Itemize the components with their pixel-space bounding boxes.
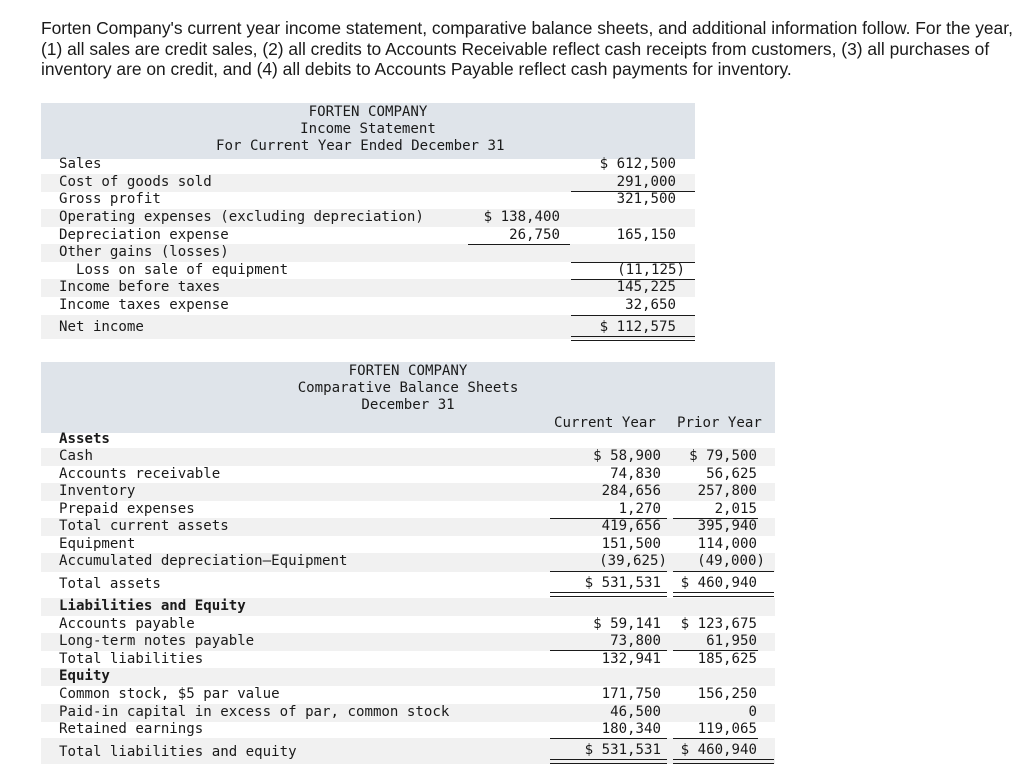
bs-tca-current: 419,656 bbox=[601, 518, 661, 534]
bs-common-current: 171,750 bbox=[601, 686, 661, 702]
bs-apic-label: Paid-in capital in excess of par, common stock bbox=[59, 704, 450, 720]
bs-tca-prior: 395,940 bbox=[697, 518, 757, 534]
bs-total-liabilities-prior: 185,625 bbox=[697, 651, 757, 667]
is-other-gains-label: Other gains (losses) bbox=[59, 244, 229, 260]
bs-prepaid-prior: 2,015 bbox=[714, 501, 757, 517]
bs-cash-current: $ 58,900 bbox=[593, 448, 661, 464]
is-net-income-total: $ 112,575 bbox=[599, 319, 676, 335]
bs-total-liabilities-current: 132,941 bbox=[601, 651, 661, 667]
bs-double-rule-le-prior bbox=[673, 759, 774, 764]
bs-apic-current: 46,500 bbox=[610, 704, 661, 720]
bs-ltnp-label: Long-term notes payable bbox=[59, 633, 255, 649]
bs-re-current: 180,340 bbox=[601, 721, 661, 737]
is-gross-profit-total: 321,500 bbox=[616, 191, 676, 207]
bs-rule-accum-current bbox=[550, 571, 667, 572]
is-loss-on-sale-total: (11,125) bbox=[617, 262, 685, 278]
is-period: For Current Year Ended December 31 bbox=[216, 138, 505, 154]
is-sales-label: Sales bbox=[59, 156, 102, 172]
bs-inventory-prior: 257,800 bbox=[697, 483, 757, 499]
bs-rule-re-prior bbox=[673, 738, 758, 739]
is-income-before-taxes-total: 145,225 bbox=[616, 279, 676, 295]
bs-total-liabilities-label: Total liabilities bbox=[59, 651, 204, 667]
bs-ap-label: Accounts payable bbox=[59, 616, 195, 632]
bs-prepaid-label: Prepaid expenses bbox=[59, 501, 195, 517]
bs-equity-heading: Equity bbox=[59, 668, 110, 684]
is-sales-total: $ 612,500 bbox=[599, 156, 676, 172]
bs-ar-label: Accounts receivable bbox=[59, 466, 221, 482]
is-company-name: FORTEN COMPANY bbox=[308, 104, 428, 120]
bs-prepaid-current: 1,270 bbox=[618, 501, 661, 517]
bs-equipment-prior: 114,000 bbox=[697, 536, 757, 552]
is-gross-profit-label: Gross profit bbox=[59, 191, 161, 207]
bs-ap-current: $ 59,141 bbox=[593, 616, 661, 632]
bs-tca-label: Total current assets bbox=[59, 518, 229, 534]
is-rule-taxes bbox=[571, 315, 695, 316]
is-opex-label: Operating expenses (excluding depreciation) bbox=[59, 209, 424, 225]
bs-apic-prior: 0 bbox=[748, 704, 757, 720]
bs-ap-prior: $ 123,675 bbox=[680, 616, 757, 632]
is-rule-depreciation bbox=[468, 244, 570, 245]
is-income-before-taxes-label: Income before taxes bbox=[59, 279, 221, 295]
is-double-rule-net-income bbox=[571, 336, 695, 341]
is-title: Income Statement bbox=[300, 121, 436, 137]
bs-total-le-label: Total liabilities and equity bbox=[59, 744, 297, 760]
bs-col-prior-year: Prior Year bbox=[677, 415, 762, 431]
bs-double-rule-assets-prior bbox=[673, 592, 774, 597]
bs-accum-dep-prior: (49,000) bbox=[697, 553, 765, 569]
bs-accum-dep-label: Accumulated depreciation—Equipment bbox=[59, 553, 348, 569]
bs-ar-prior: 56,625 bbox=[706, 466, 757, 482]
income-statement bbox=[41, 103, 695, 340]
is-depreciation-label: Depreciation expense bbox=[59, 227, 229, 243]
is-taxes-total: 32,650 bbox=[625, 297, 676, 313]
bs-cash-label: Cash bbox=[59, 448, 93, 464]
bs-total-assets-label: Total assets bbox=[59, 576, 161, 592]
bs-liabilities-equity-heading: Liabilities and Equity bbox=[59, 598, 246, 614]
bs-re-prior: 119,065 bbox=[697, 721, 757, 737]
bs-cash-prior: $ 79,500 bbox=[689, 448, 757, 464]
is-opex-detail: $ 138,400 bbox=[483, 209, 560, 225]
bs-equipment-current: 151,500 bbox=[601, 536, 661, 552]
balance-sheet-header bbox=[41, 362, 775, 433]
bs-ltnp-prior: 61,950 bbox=[706, 633, 757, 649]
bs-title: Comparative Balance Sheets bbox=[297, 380, 519, 396]
bs-accum-dep-current: (39,625) bbox=[599, 553, 667, 569]
bs-total-le-prior: $ 460,940 bbox=[680, 742, 757, 758]
bs-assets-heading: Assets bbox=[59, 431, 110, 447]
bs-ar-current: 74,830 bbox=[610, 466, 661, 482]
is-taxes-label: Income taxes expense bbox=[59, 297, 229, 313]
is-depreciation-detail: 26,750 bbox=[509, 227, 560, 243]
problem-intro: Forten Company's current year income statement, comparative balance sheets, and additional information follow. For the year, (1) all sales are credit sales, (2) all credits to Accounts Receivable reflect cash receipts from customers, (3) all purchases of inventory are on credit, and (4) all debits to Accounts Payable reflect cash payments for inventory. bbox=[41, 18, 1013, 80]
income-statement-header bbox=[41, 103, 695, 159]
is-loss-on-sale-label: Loss on sale of equipment bbox=[76, 262, 289, 278]
is-depreciation-total: 165,150 bbox=[616, 227, 676, 243]
balance-sheet bbox=[41, 362, 775, 766]
bs-col-current-year: Current Year bbox=[554, 415, 656, 431]
bs-re-label: Retained earnings bbox=[59, 721, 204, 737]
bs-double-rule-assets-current bbox=[550, 592, 667, 597]
bs-date: December 31 bbox=[361, 397, 455, 413]
bs-double-rule-le-current bbox=[550, 759, 667, 764]
bs-inventory-label: Inventory bbox=[59, 483, 136, 499]
bs-total-assets-prior: $ 460,940 bbox=[680, 575, 757, 591]
bs-common-prior: 156,250 bbox=[697, 686, 757, 702]
bs-common-label: Common stock, $5 par value bbox=[59, 686, 280, 702]
bs-inventory-current: 284,656 bbox=[601, 483, 661, 499]
is-net-income-label: Net income bbox=[59, 319, 144, 335]
bs-rule-re-current bbox=[550, 738, 667, 739]
is-cogs-total: 291,000 bbox=[616, 174, 676, 190]
bs-ltnp-current: 73,800 bbox=[610, 633, 661, 649]
bs-rule-accum-prior bbox=[673, 571, 774, 572]
is-cogs-label: Cost of goods sold bbox=[59, 174, 212, 190]
bs-company-name: FORTEN COMPANY bbox=[348, 363, 468, 379]
bs-equipment-label: Equipment bbox=[59, 536, 136, 552]
bs-total-le-current: $ 531,531 bbox=[584, 742, 661, 758]
bs-total-assets-current: $ 531,531 bbox=[584, 575, 661, 591]
